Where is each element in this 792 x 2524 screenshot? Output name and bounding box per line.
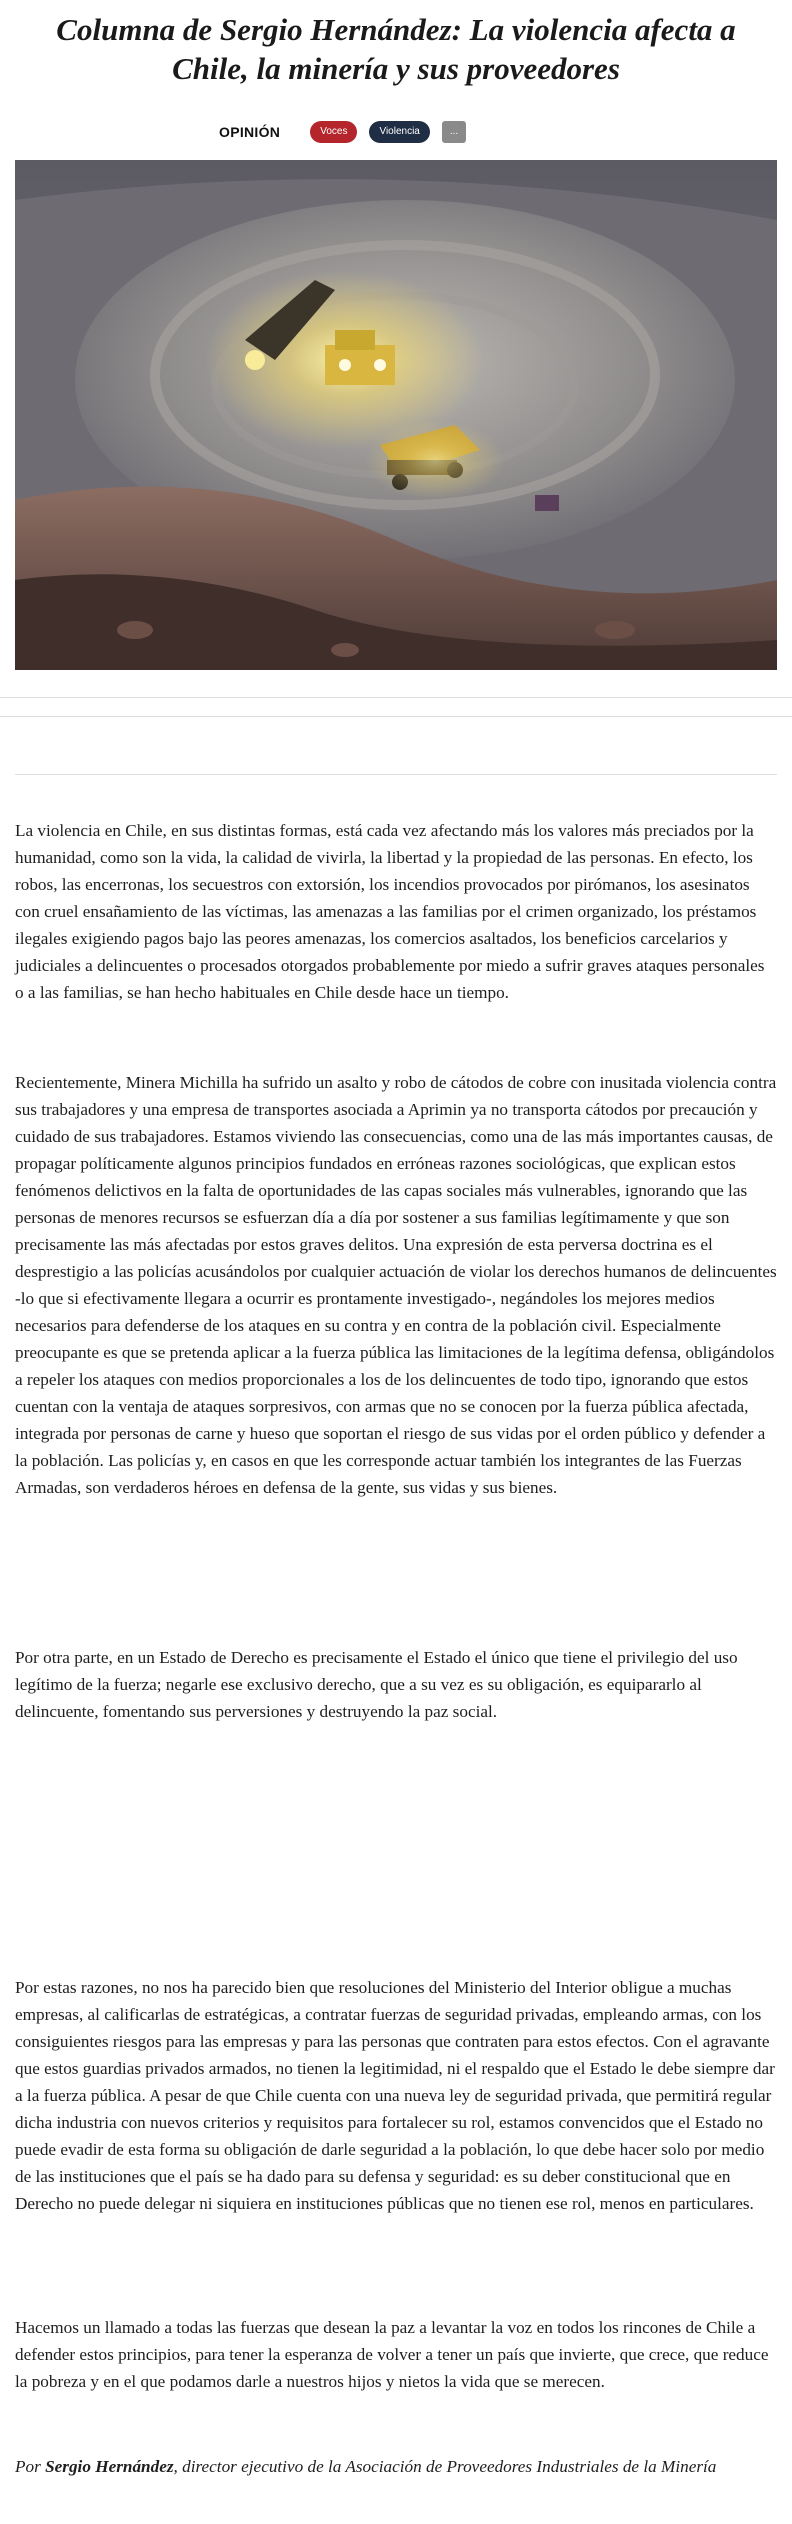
divider <box>0 697 792 698</box>
tag-more-button[interactable]: ... <box>442 121 466 143</box>
article-paragraph: La violencia en Chile, en sus distintas formas, está cada vez afectando más los valores más preciados por la humanidad, como son la vida, la calidad de vivirla, la libertad y la propiedad de las personas. En efecto, los robos, las encerronas, los secuestros con extorsión, los incendios provocados por pirómanos, los asesinatos con cruel ensañamiento de las víctimas, las amenazas a las familias por el crimen organizado, los préstamos ilegales exigiendo pagos bajo las peores amenazas, los comercios asaltados, los beneficios carcelarios y judiciales a delincuentes o procesados otorgados probablemente por miedo a sufrir graves ataques personales o a las familias, se han hecho habituales en Chile desde hace un tiempo. <box>15 821 765 1002</box>
byline-prefix: Por <box>15 2457 41 2476</box>
divider <box>0 716 792 717</box>
article-tags <box>219 120 466 144</box>
article-paragraph: Por estas razones, no nos ha parecido bien que resoluciones del Ministerio del Interior obligue a muchas empresas, al calificarlas de estratégicas, a contratar fuerzas de seguridad privadas, empleando armas, con los consiguientes riesgos para las empresas y para las personas que contraten para estos efectos. Con el agravante que estos guardias privados armados, no tienen la legitimidad, ni el respaldo que el Estado le debe siempre dar a la fuerza pública. A pesar de que Chile cuenta con una nueva ley de seguridad privada, que permitirá regular dicha industria con nuevos criterios y requisitos para fortalecer su rol, estamos convencidos que el Estado no puede evadir de esta forma su obligación de darle seguridad a la población, lo que debe hacer solo por medio de las instituciones que el país se ha dado para su defensa y seguridad: es su deber constitucional que en Derecho no puede delegar ni siquiera en instituciones públicas que no tienen ese rol, menos en particulares. <box>15 1978 775 2213</box>
byline-author: Sergio Hernández <box>45 2457 174 2476</box>
article-paragraph: Recientemente, Minera Michilla ha sufrido un asalto y robo de cátodos de cobre con inusitada violencia contra sus trabajadores y una empresa de transportes asociada a Aprimin ya no transporta cátodos por precaución y cuidado de sus trabajadores. Estamos viviendo las consecuencias, como una de las más importantes causas, de propagar políticamente algunos principios fundados en erróneas razones sociológicas, que explican estos fenómenos delictivos en la falta de oportunidades de las capas sociales más vulnerables, ignorando que las personas de menores recursos se esfuerzan día a día por sostener a sus familias legítimamente y que son precisamente las más afectadas por estos graves delitos. Una expresión de esta perversa doctrina es el desprestigio a las policías acusándolos por cualquier actuación de violar los derechos humanos de delincuentes -lo que si efectivamente llegara a ocurrir es prontamente investigado-, negándoles los mejores medios necesarios para defenderse de los ataques en su contra y en contra de la población civil. Especialmente preocupante es que se pretenda aplicar a la fuerza pública las limitaciones de la legítima defensa, obligándolos a repeler los ataques con medios proporcionales a los de los delincuentes de todo tipo, ignorando que estos cuentan con la ventaja de ataques sorpresivos, con armas que no se conocen por la fuerza pública afectada, integrada por personas de carne y hueso que soportan el riesgo de sus vidas por el orden público y defender a la población. Las policías y, en casos en que les corresponde actuar también los integrantes de las Fuerzas Armadas, son verdaderos héroes en defensa de la gente, sus vidas y sus bienes. <box>15 1073 777 1497</box>
tag-voces[interactable]: Voces <box>310 121 357 143</box>
mine-pit-illustration <box>15 160 777 670</box>
tag-violencia[interactable]: Violencia <box>369 121 429 143</box>
article-headline: Columna de Sergio Hernández: La violencia afecta a Chile, la minería y sus proveedores <box>56 12 736 86</box>
article-byline <box>15 2453 777 2480</box>
hero-image <box>15 160 777 670</box>
section-label[interactable]: OPINIÓN <box>219 124 281 140</box>
article-paragraph: Hacemos un llamado a todas las fuerzas que desean la paz a levantar la voz en todos los rincones de Chile a defender estos principios, para tener la esperanza de volver a tener un país que invierte, que crece, que reduce la pobreza y en el que podamos darle a nuestros hijos y nietos la vida que se merecen. <box>15 2318 769 2391</box>
article-paragraph: Por otra parte, en un Estado de Derecho es precisamente el Estado el único que tiene el privilegio del uso legítimo de la fuerza; negarle ese exclusivo derecho, que a su vez es su obligación, es equipararlo al delincuente, fomentando sus perversiones y destruyendo la paz social. <box>15 1648 738 1721</box>
divider <box>15 774 777 775</box>
byline-role: , director ejecutivo de la Asociación de Proveedores Industriales de la Minería <box>173 2457 717 2476</box>
